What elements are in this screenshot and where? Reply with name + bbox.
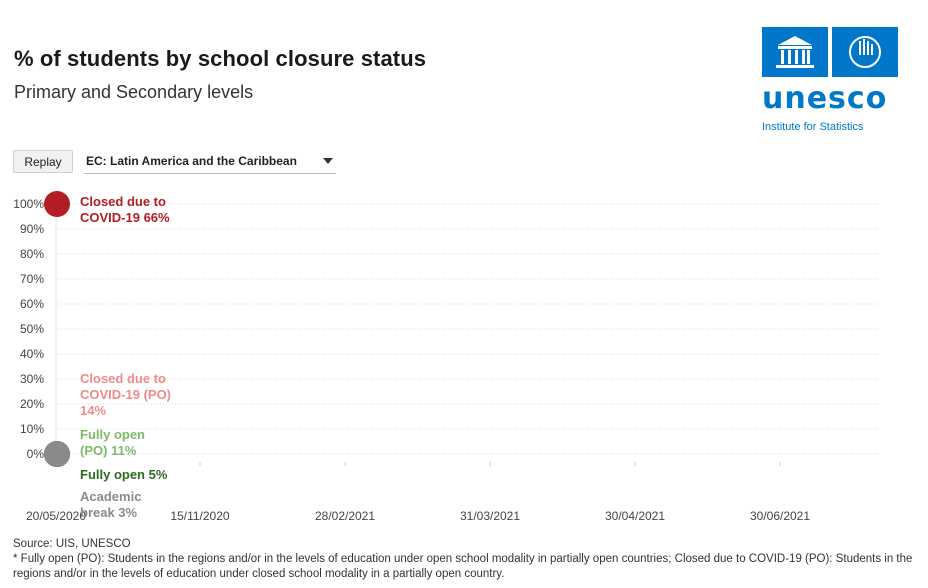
chart-title: % of students by school closure status <box>14 46 427 71</box>
x-tick-label: 31/03/2021 <box>459 509 521 523</box>
replay-button[interactable]: Replay <box>13 150 73 173</box>
chart-subtitle: Primary and Secondary levels <box>14 82 254 102</box>
series-label: Closed due to COVID-19 (PO) 14% <box>80 371 172 418</box>
source-note: Source: UIS, UNESCO <box>13 538 131 550</box>
x-tick-label: 15/11/2020 <box>170 509 230 523</box>
region-select-value: EC: Latin America and the Caribbean <box>86 154 297 168</box>
footnote: * Fully open (PO): Students in the regions and/or in the levels of education under open school modality in partially open countries; Closed due to COVID-19 (PO): Students in the regions and/or in the levels of education under closed school modality in a partially open country. <box>13 553 913 580</box>
y-tick-label: 50% <box>19 322 44 336</box>
logo-subtitle: Institute for Statistics <box>762 121 864 133</box>
series-label: Academic break 3% <box>80 489 142 520</box>
y-tick-label: 60% <box>19 297 44 311</box>
chevron-down-icon <box>323 158 333 164</box>
y-tick-label: 0% <box>26 447 44 461</box>
y-tick-label: 80% <box>19 247 44 261</box>
y-tick-label: 10% <box>19 422 44 436</box>
chart-area <box>0 180 928 530</box>
x-tick-label: 30/04/2021 <box>604 509 666 523</box>
y-tick-label: 90% <box>19 222 44 236</box>
x-tick-label: 30/06/2021 <box>749 509 811 523</box>
series-label: Fully open 5% <box>80 467 168 482</box>
unesco-logo <box>762 27 902 137</box>
x-tick-label: 20/05/2020 <box>25 509 87 523</box>
region-select[interactable] <box>84 150 336 174</box>
uis-emblem-icon <box>832 27 898 77</box>
y-tick-label: 70% <box>19 272 44 286</box>
y-tick-label: 20% <box>19 397 44 411</box>
logo-wordmark: unesco <box>762 81 888 116</box>
chart-footer <box>13 537 918 582</box>
y-tick-label: 40% <box>19 347 44 361</box>
series-label: Fully open (PO) 11% <box>80 427 145 458</box>
data-point <box>44 191 70 217</box>
temple-emblem-icon <box>762 27 828 77</box>
series-label: Closed due to COVID-19 66% <box>80 194 170 225</box>
y-tick-label: 30% <box>19 372 44 386</box>
data-point <box>44 441 70 467</box>
y-tick-label: 100% <box>13 197 44 211</box>
x-tick-label: 28/02/2021 <box>314 509 376 523</box>
